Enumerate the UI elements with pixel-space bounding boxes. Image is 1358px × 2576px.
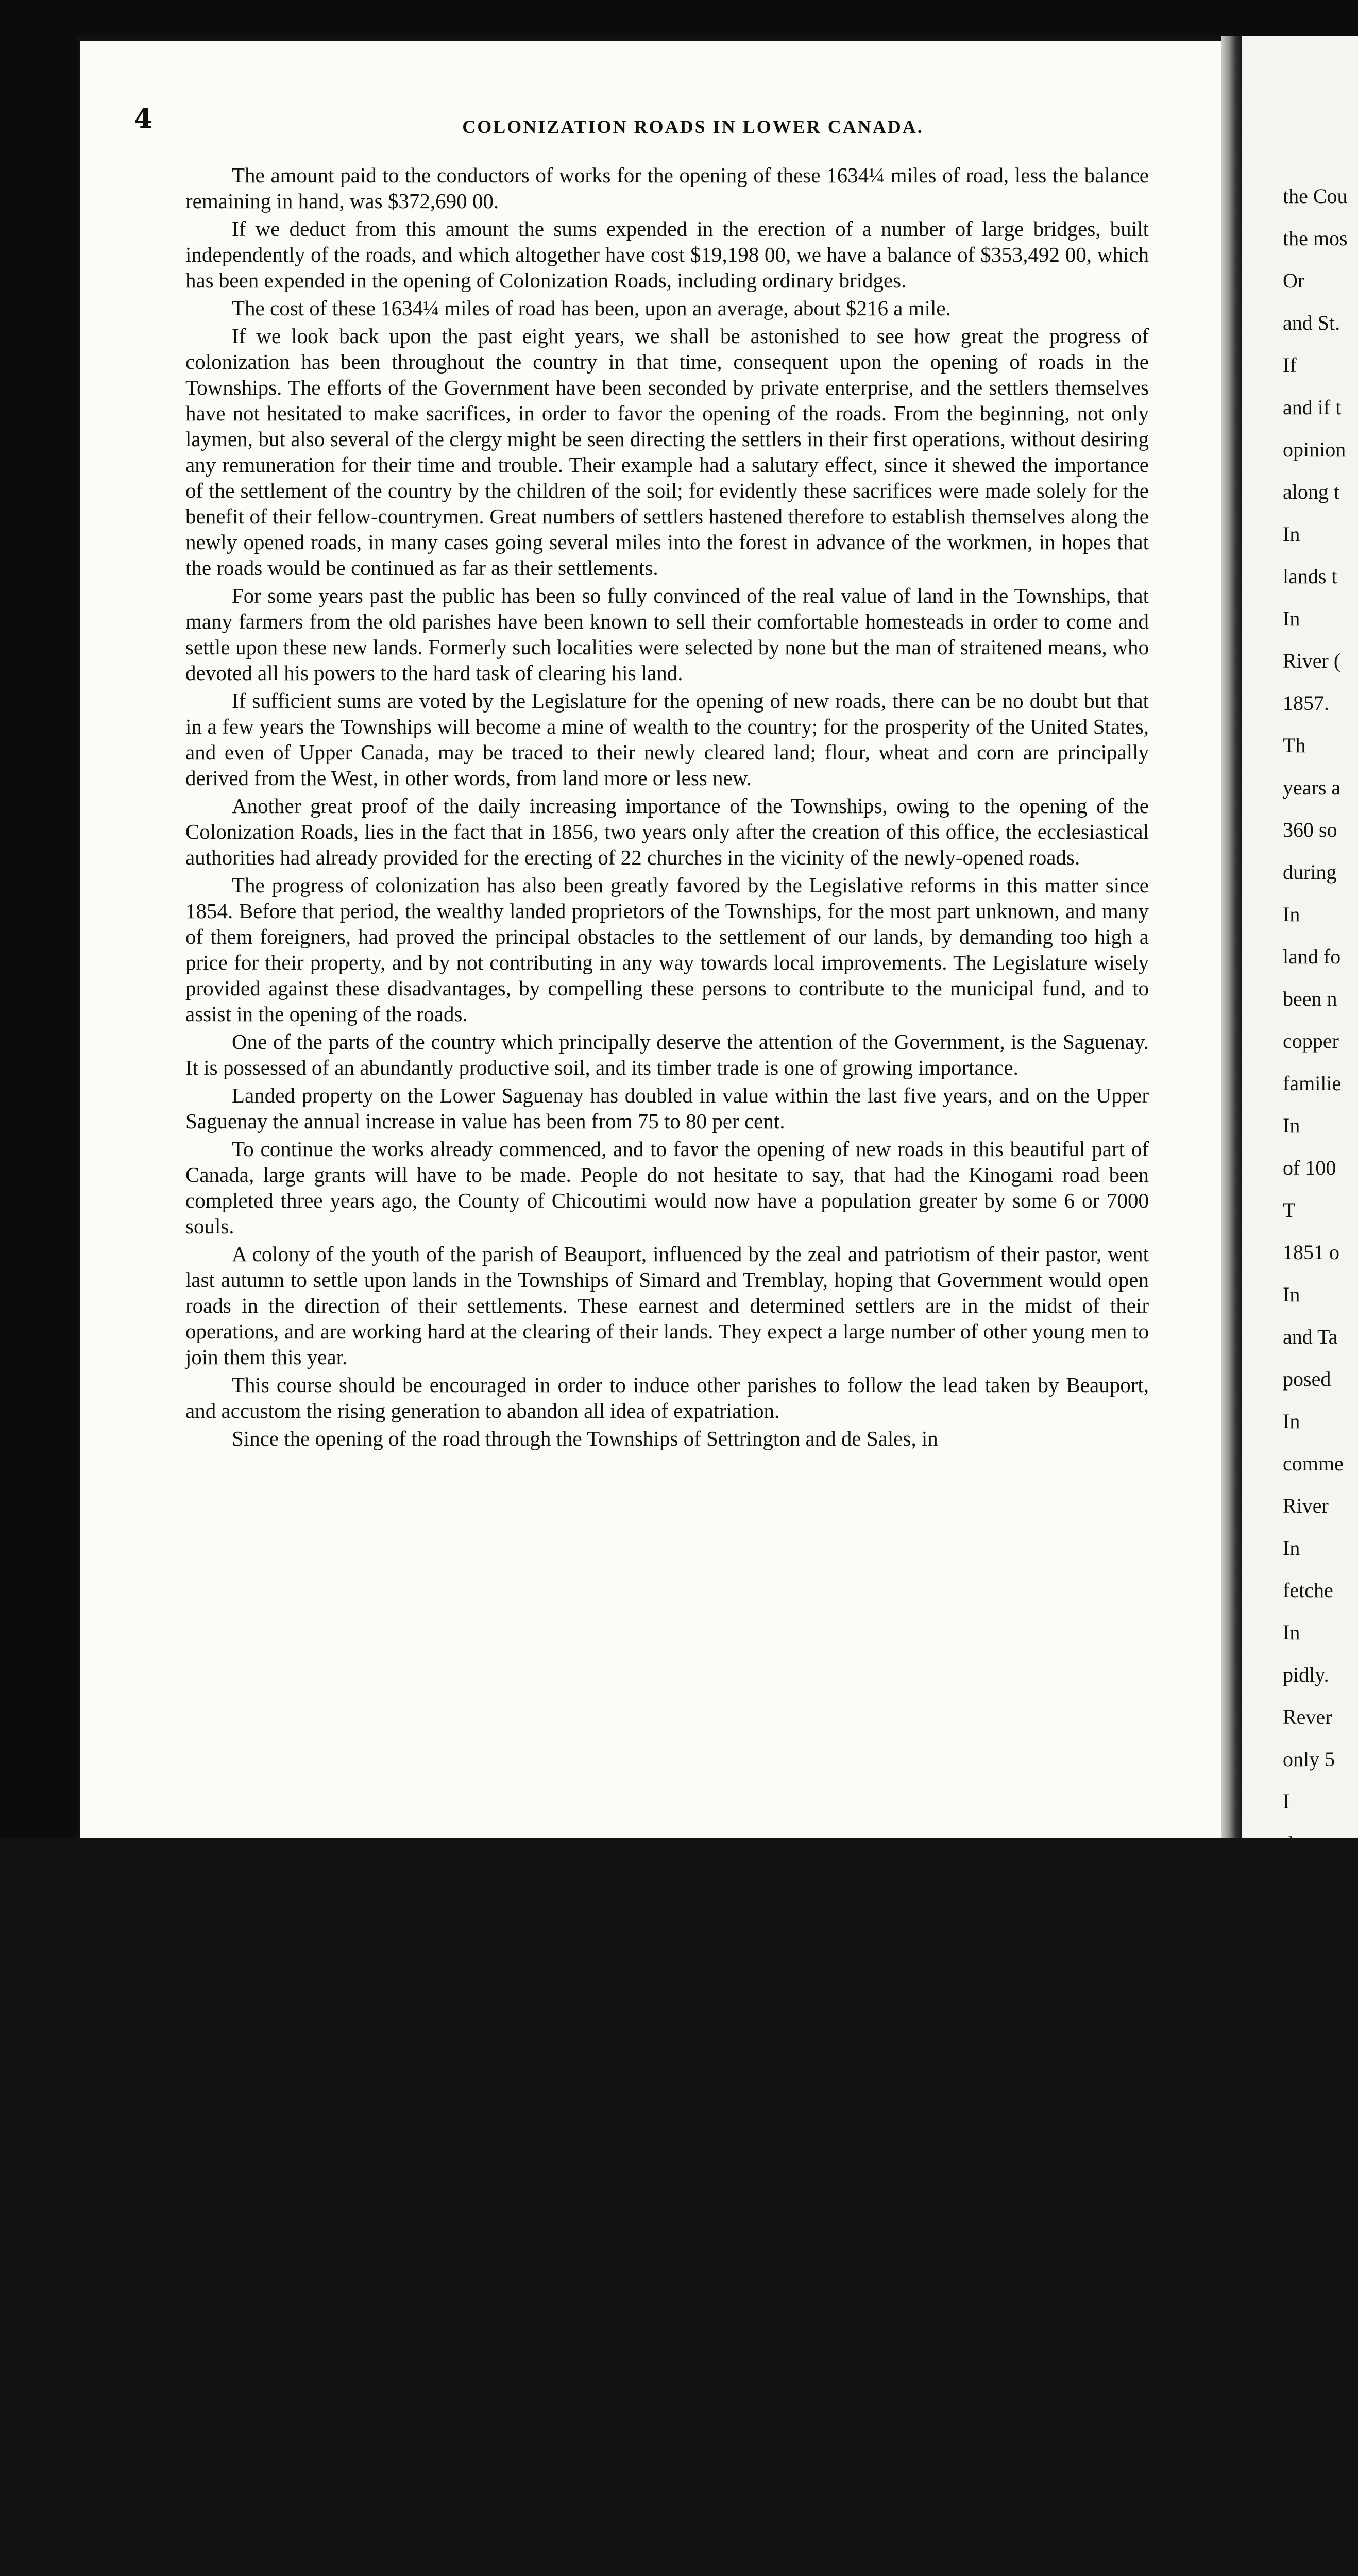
paragraph: If we look back upon the past eight years, we shall be astonished to see how great the progress of colonization has been throughout the country in that time, consequent upon the opening of roads in the Townships. The efforts of the Government have been seconded by private enterprise, and the settlers themselves have not hesitated to make sacrifices, in order to favor the opening of the roads. From the beginning, not only laymen, but also several of the clergy might be seen directing the settlers in their first operations, without desiring any remuneration for their time and trouble. Their example had a salutary effect, since it shewed the importance of the settlement of the country by the children of the soil; for evidently these sacrifices were made solely for the benefit of their fellow-countrymen. Great numbers of settlers hastened therefore to establish themselves along the newly opened roads, in many cases going several miles into the forest in advance of the workmen, in hopes that the roads would be continued as far as their settlements. [185,324,1149,580]
facing-page-line: numer [1283,2381,1336,2404]
facing-page-line: during [1283,860,1337,884]
facing-page-line: counti [1283,1917,1334,1940]
facing-page-line: crease [1283,1959,1334,1982]
facing-page-line: Th [1283,734,1306,757]
facing-page-line: and Ta [1283,1325,1338,1348]
paragraph: For some years past the public has been so fully convinced of the real value of land in the Townships, that many farmers from the old parishes have been known to sell their comfortable homesteads in order to come and settle upon these new lands. Formerly such localities were selected by none but the man of straitened means, who devoted all his powers to the hard task of clearing his land. [185,584,1149,685]
facing-page-line: T [1283,1874,1296,1897]
facing-page-line: that t [1283,1832,1325,1855]
facing-page-line: familie [1283,1072,1342,1095]
facing-page-line: In [1283,522,1300,546]
facing-page-line: pidly. [1283,1663,1329,1686]
paragraph: Another great proof of the daily increasing importance of the Townships, owing to the opening of the Colonization Roads, lies in the fact that in 1856, two years only after the creation of this office, the ecclesiastical authorities had already provided for the erecting of 22 churches in the vicinity of the newly-opened roads. [185,794,1149,869]
facing-page-line: Rever [1283,1705,1332,1728]
facing-page-line: River [1283,1494,1329,1517]
scan-border-top [0,0,1358,36]
facing-page-line: settler [1283,2128,1333,2151]
facing-page-line: will la [1283,2255,1335,2278]
facing-page-line: posed [1283,1367,1331,1391]
paragraph: A colony of the youth of the parish of Beauport, influenced by the zeal and patriotism of their pastor, went last autumn to settle upon lands in the Townships of Simard and Tremblay, hoping that Government would open roads in the direction of their settlements. These earnest and determined settlers are in the midst of their operations, and are working hard at the clearing of their lands. They expect a large number of other young men to join them this year. [185,1242,1149,1369]
facing-page-line: In [1283,1114,1300,1137]
facing-page-line: 1857. [1283,691,1329,715]
facing-page-line: Frencl [1283,2001,1336,2024]
body-text [185,162,1149,1453]
facing-page-line: lation [1283,2297,1330,2320]
facing-page-line: In [1283,1283,1300,1306]
facing-page-line: River ( [1283,649,1341,672]
paragraph: One of the parts of the country which principally deserve the attention of the Government, is the Saguenay. It is possessed of an abundantly productive soil, and its timber trade is one of growing importance. [185,1030,1149,1079]
facing-page-line: If [1283,353,1297,377]
facing-page-line: of 100 [1283,1156,1336,1179]
facing-page-line: years a [1283,776,1341,799]
facing-page-line: comme [1283,1452,1344,1475]
paragraph: Landed property on the Lower Saguenay has doubled in value within the last five years, and on the Upper Saguenay the annual increase in value has been from 75 to 80 per cent. [185,1083,1149,1133]
paragraph: If we deduct from this amount the sums expended in the erection of a number of large bridges, built independently of the roads, and which altogether have cost $19,198 00, we have a balance of $353,492 00, which has been expended in the opening of Colonization Roads, including ordinary bridges. [185,217,1149,292]
paragraph: To continue the works already commenced, and to favor the opening of new roads in this beautiful part of Canada, large grants will have to be made. People do not hesitate to say, that had the Kinogami road been completed three years ago, the County of Chicoutimi would now have a population greater by some 6 or 7000 souls. [185,1137,1149,1238]
facing-page-line: and St. [1283,311,1340,334]
facing-page-line: V [1283,2086,1298,2109]
facing-page-line: allowe [1283,2550,1338,2573]
facing-page-line: the in [1283,2043,1329,2066]
page-number: 4 [134,103,153,134]
paragraph: The progress of colonization has also been greatly favored by the Legislative reforms in this matter since 1854. Before that period, the wealthy landed proprietors of the Townships, for the most part unknown, and many of them foreigners, had proved the principal obstacles to the settlement of our lands, by demanding too high a price for their property, and by not contributing in any way towards local improvements. The Legislature wisely provided against these disadvantages, by compelling these persons to contribute to the municipal fund, and to assist in the opening of the roads. [185,873,1149,1026]
paragraph: The amount paid to the conductors of works for the opening of these 1634¼ miles of road, less the balance remaining in hand, was $372,690 00. [185,163,1149,213]
paragraph: This course should be encouraged in order to induce other parishes to follow the lead taken by Beauport, and accustom the rising generation to abandon all idea of expatriation. [185,1373,1149,1422]
facing-page-line: In [1283,903,1300,926]
facing-page-line: opinion [1283,438,1346,461]
facing-page-line: lands t [1283,565,1337,588]
facing-page-line: T [1283,2508,1296,2531]
facing-page-line: land fo [1283,945,1341,968]
facing-page-line: and if t [1283,396,1342,419]
facing-page-line: T [1283,2170,1296,2193]
facing-page-line: been n [1283,987,1337,1010]
page-gutter [1221,36,1242,1838]
facing-page-line: 1851 o [1283,1241,1339,1264]
facing-page-line: I [1283,1790,1290,1813]
facing-page-line: fetche [1283,1579,1333,1602]
facing-page-line: Acadi [1283,2424,1332,2447]
facing-page-line: along t [1283,480,1339,503]
facing-page-line: In [1283,607,1300,630]
running-head: COLONIZATION ROADS IN LOWER CANADA. [462,116,924,137]
facing-page-line: copper [1283,1029,1339,1053]
paragraph: If sufficient sums are voted by the Legislature for the opening of new roads, there can be no doubt but that in a few years the Townships will become a mine of wealth to the country; for the prosperity of the United States, and even of Upper Canada, may be traced to their newly cleared land; flour, wheat and corn are principally derived from the West, in other words, from land more or less new. [185,689,1149,790]
facing-page-line: the Cou [1283,184,1348,208]
facing-page-line: only 5 [1283,1748,1335,1771]
facing-page-line: In [1283,1536,1300,1560]
facing-page-line: the mos [1283,227,1348,250]
facing-page-text [1283,175,1358,2576]
facing-page-line: among [1283,2466,1339,2489]
facing-page-line: A [1283,2339,1298,2362]
facing-page-line: In [1283,1621,1300,1644]
paragraph: The cost of these 1634¼ miles of road has been, upon an average, about $216 a mile. [232,296,951,320]
scan-border-left [0,0,77,1838]
facing-page-line: lands [1283,2212,1327,2235]
facing-page-line: 360 so [1283,818,1337,841]
facing-page-line: Or [1283,269,1305,292]
facing-page-line: In [1283,1410,1300,1433]
facing-page-line: T [1283,1198,1296,1222]
paragraph: Since the opening of the road through the Townships of Settrington and de Sales, in [232,1427,938,1450]
